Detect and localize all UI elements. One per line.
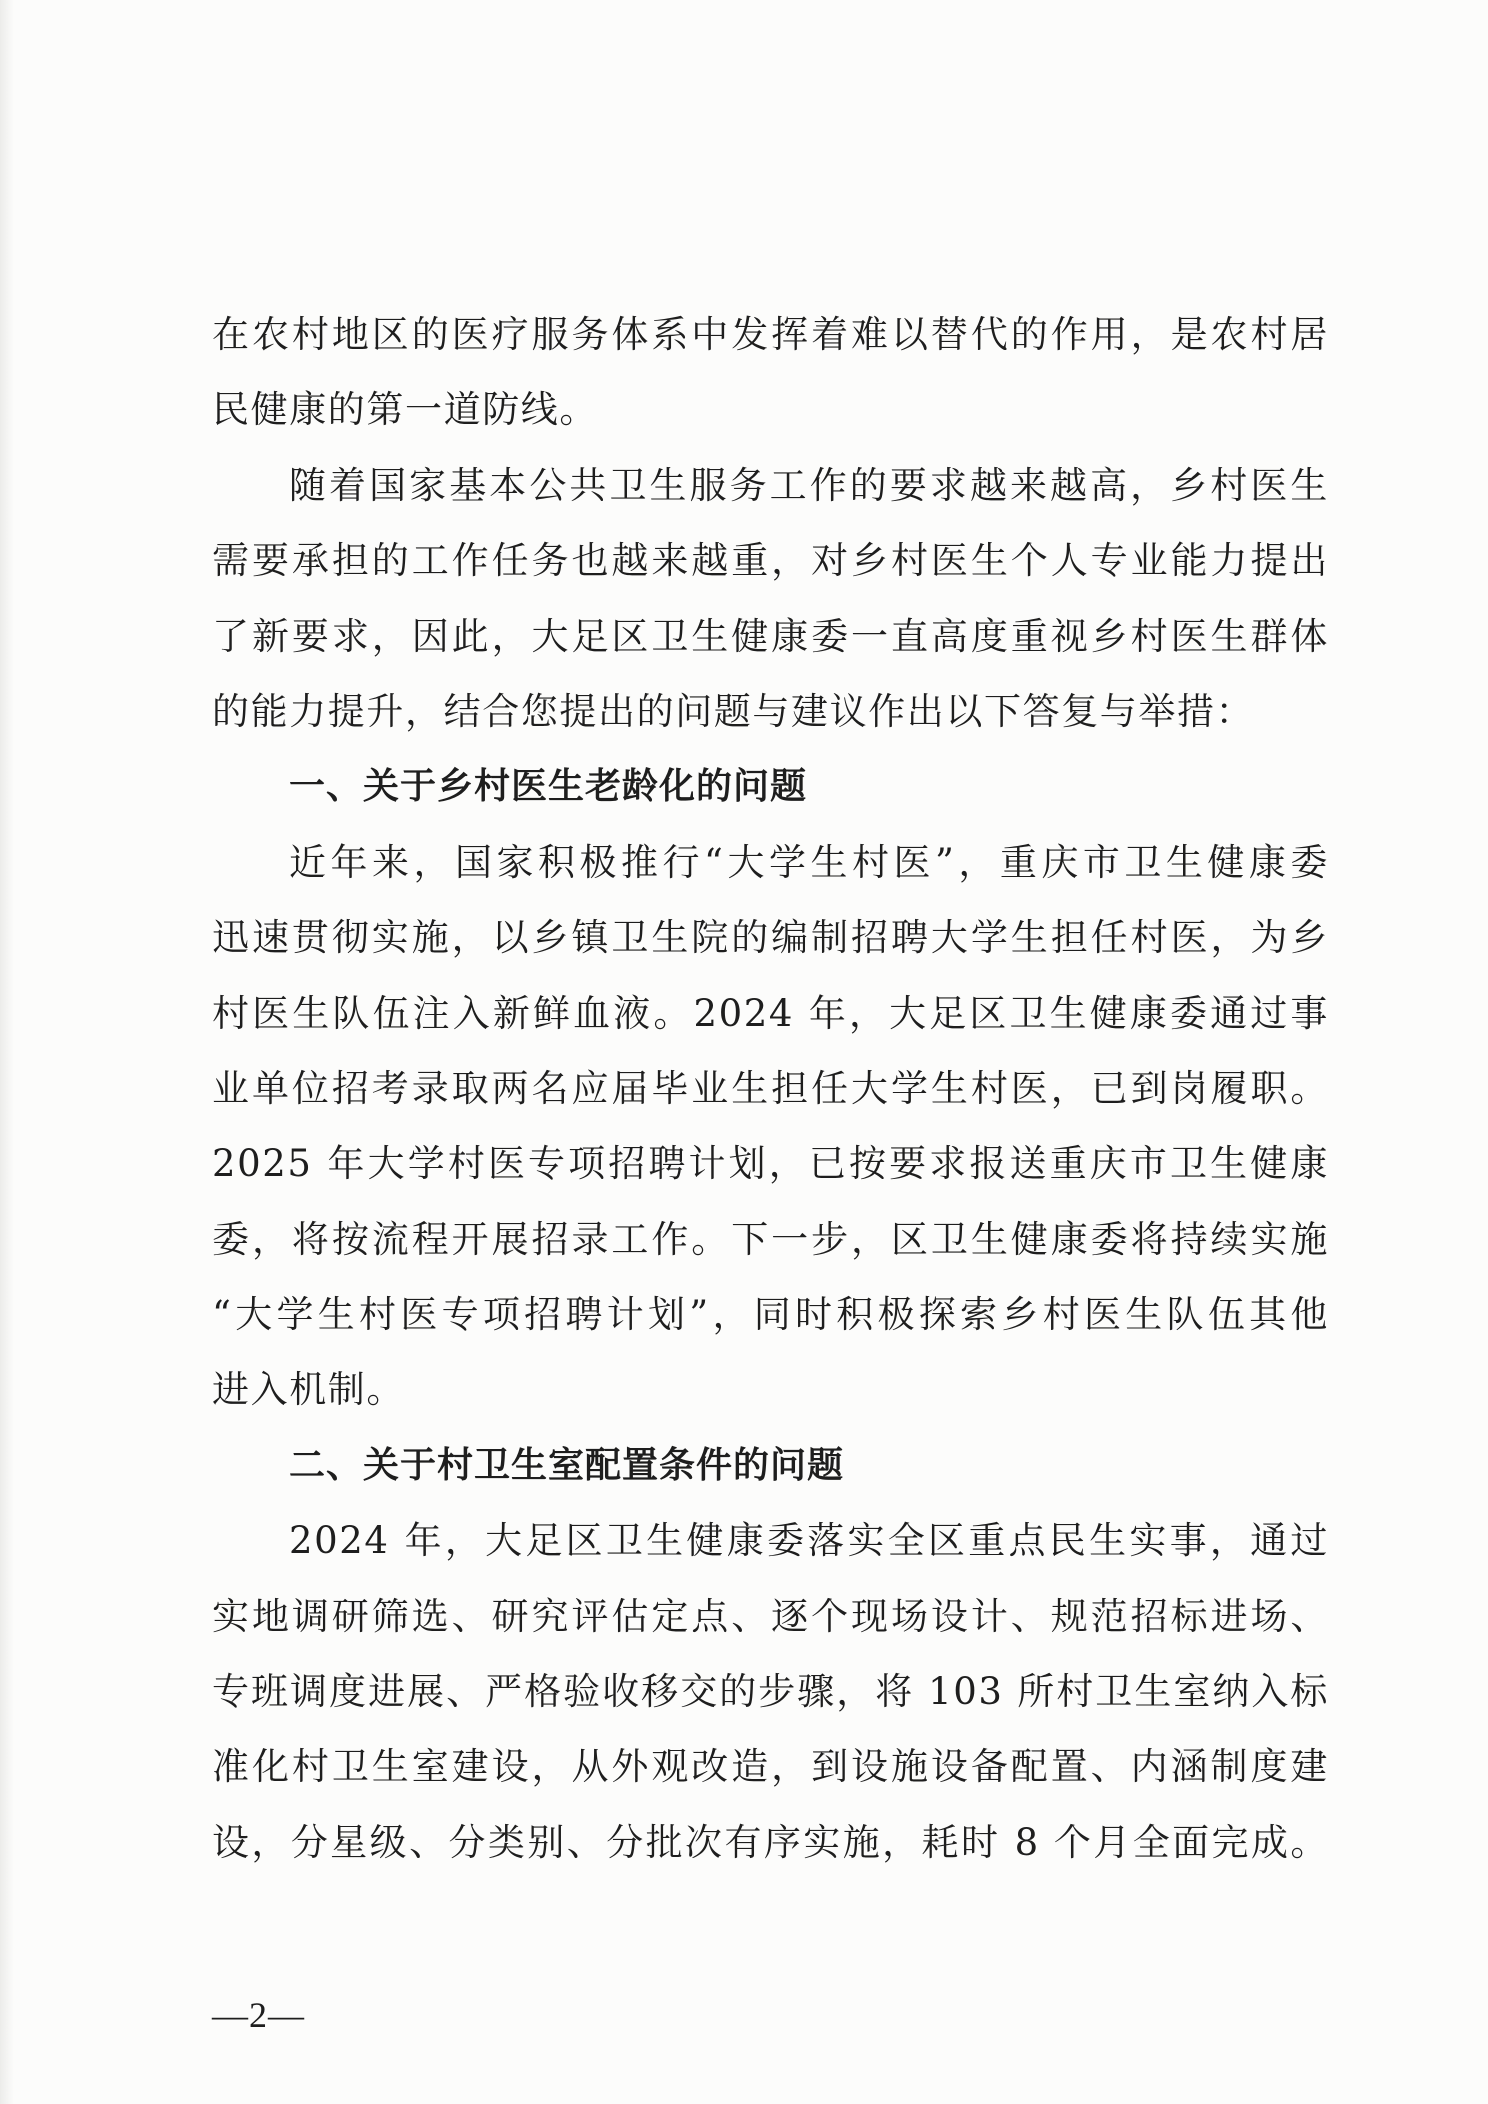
body-line: 进入机制。 — [212, 1368, 405, 1412]
section-heading: 一、关于乡村医生老龄化的问题 — [289, 766, 808, 808]
body-line: 2024 年，大足区卫生健康委落实全区重点民生实事，通过 — [289, 1519, 1329, 1563]
document-body — [212, 297, 1329, 1880]
body-line: 业单位招考录取两名应届毕业生担任大学生村医，已到岗履职。 — [212, 1066, 1329, 1110]
body-line: 迅速贯彻实施，以乡镇卫生院的编制招聘大学生担任村医，为乡 — [212, 916, 1329, 960]
body-line: 在农村地区的医疗服务体系中发挥着难以替代的作用，是农村居 — [212, 313, 1329, 356]
body-line: 实地调研筛选、研究评估定点、逐个现场设计、规范招标进场、 — [212, 1594, 1329, 1638]
body-line: 民健康的第一道防线。 — [212, 388, 598, 432]
body-line: 设，分星级、分类别、分批次有序实施，耗时 8 个月全面完成。 — [212, 1820, 1329, 1864]
body-line: 村医生队伍注入新鲜血液。2024 年，大足区卫生健康委通过事 — [212, 991, 1329, 1035]
body-line: 近年来，国家积极推行“大学生村医”，重庆市卫生健康委 — [289, 840, 1329, 884]
page-number: —2— — [212, 1995, 305, 2035]
body-line: 专班调度进展、严格验收移交的步骤，将 103 所村卫生室纳入标 — [212, 1670, 1329, 1714]
body-line: 了新要求，因此，大足区卫生健康委一直高度重视乡村医生群体 — [212, 614, 1329, 658]
body-line: 随着国家基本公共卫生服务工作的要求越来越高，乡村医生 — [289, 463, 1329, 507]
body-line: 的能力提升，结合您提出的问题与建议作出以下答复与举措： — [212, 689, 1255, 733]
body-line: 准化村卫生室建设，从外观改造，到设施设备配置、内涵制度建 — [212, 1745, 1329, 1789]
body-line: 2025 年大学村医专项招聘计划，已按要求报送重庆市卫生健康 — [212, 1142, 1329, 1186]
body-line: 委，将按流程开展招录工作。下一步，区卫生健康委将持续实施 — [212, 1217, 1329, 1261]
section-heading: 二、关于村卫生室配置条件的问题 — [289, 1444, 845, 1486]
body-line: 需要承担的工作任务也越来越重，对乡村医生个人专业能力提出 — [212, 539, 1329, 583]
body-line: “大学生村医专项招聘计划”，同时积极探索乡村医生队伍其他 — [212, 1293, 1329, 1337]
